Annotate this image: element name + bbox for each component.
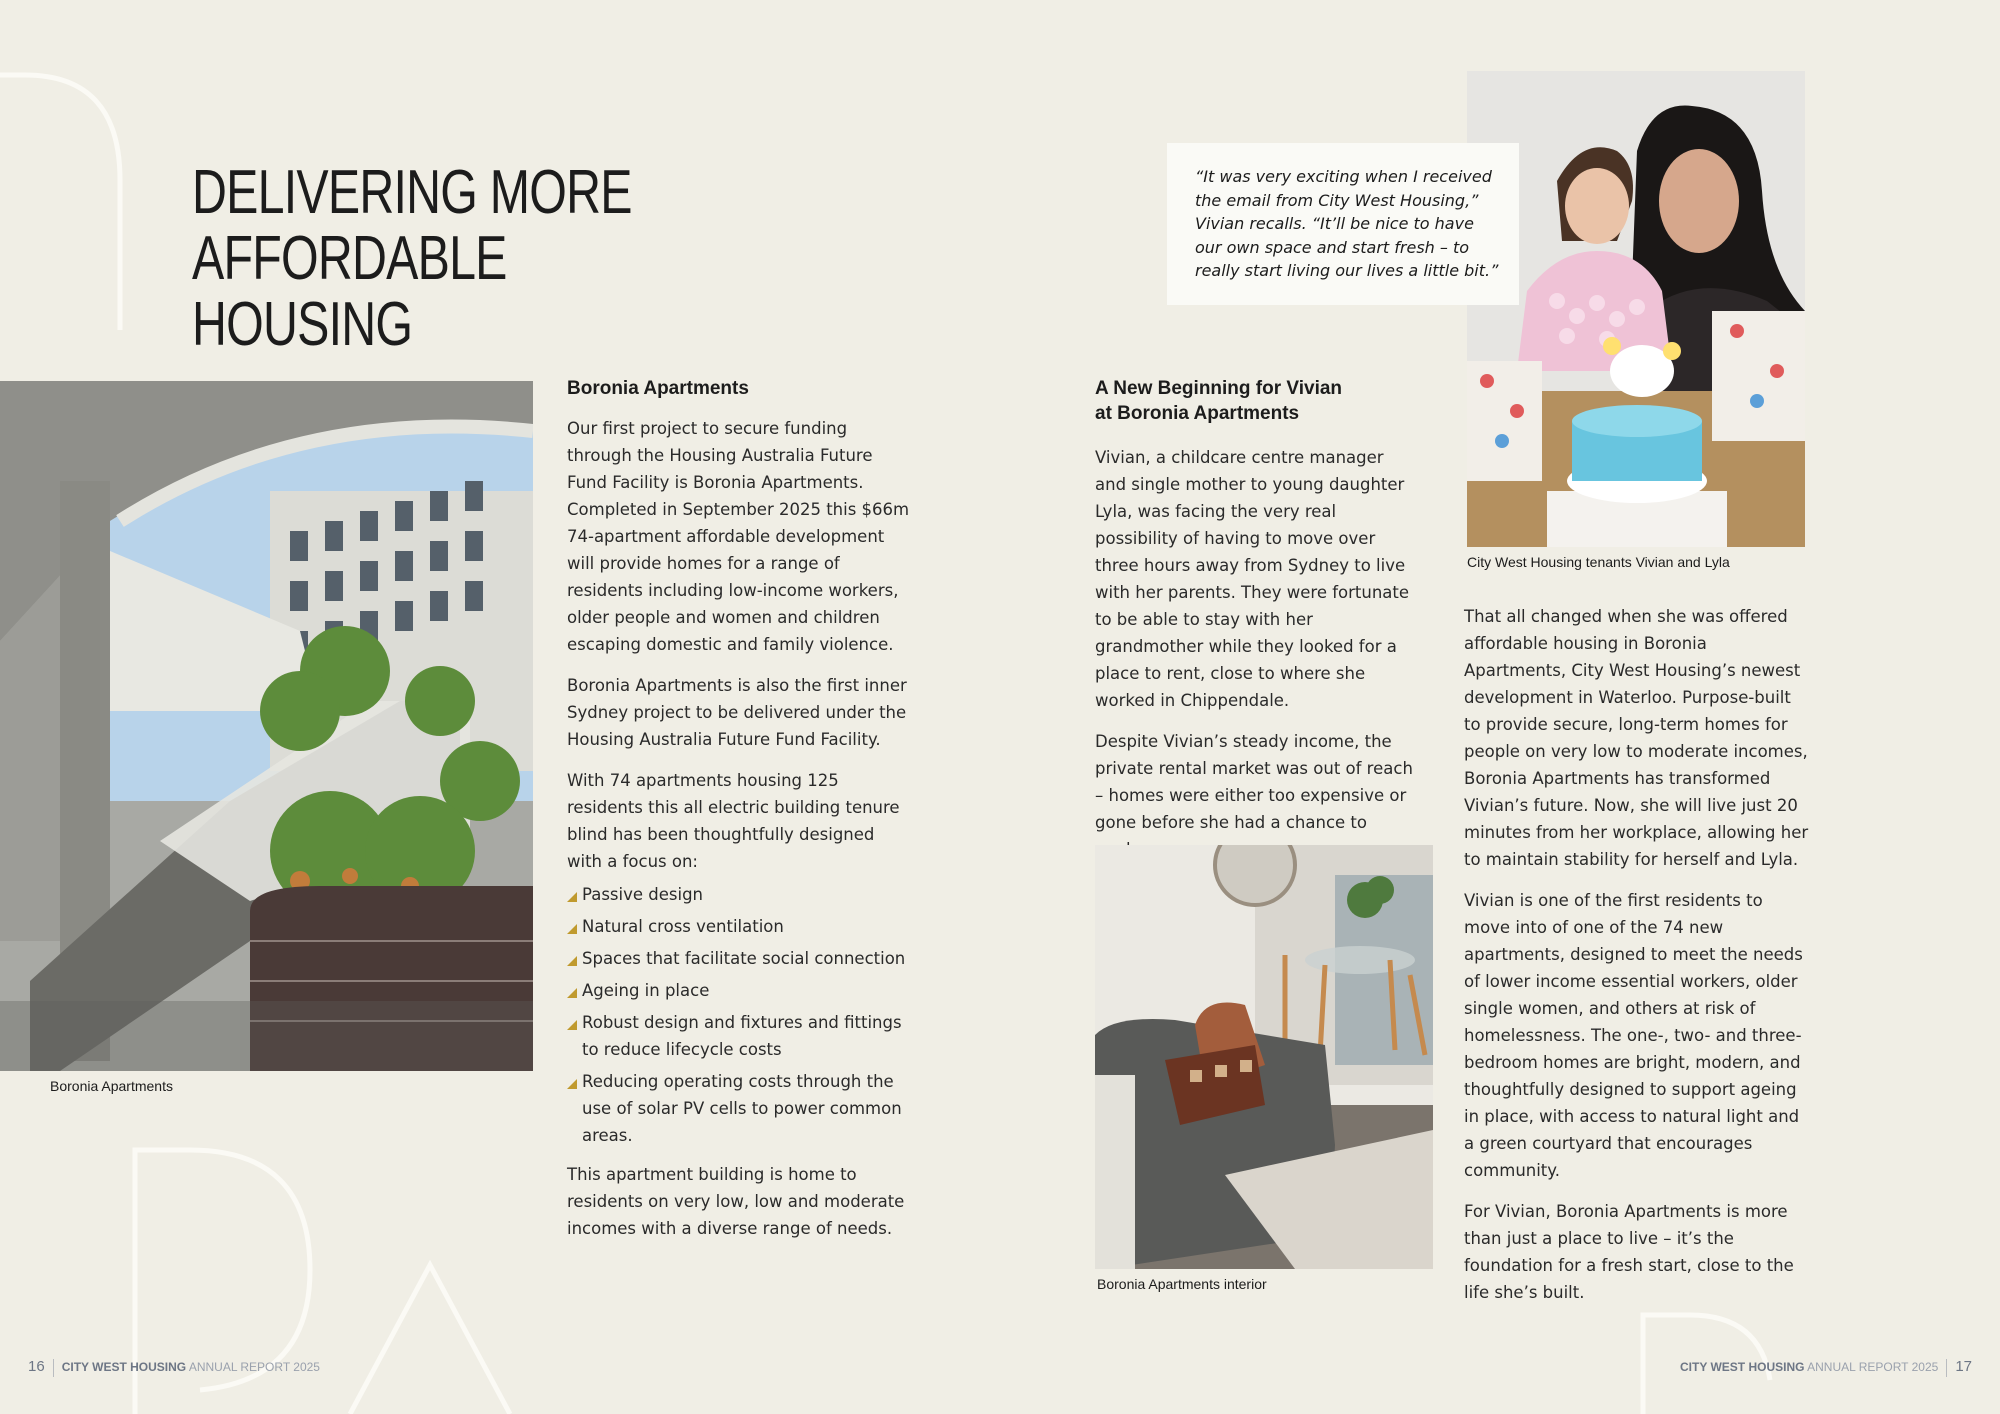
list-item: Natural cross ventilation [567,913,913,940]
boronia-paragraph-4: This apartment building is home to residents on very low, low and moderate incomes with a diverse range of needs. [567,1165,905,1238]
boronia-interior-photo [1095,845,1433,1269]
triangle-bullet-icon [567,924,577,934]
boronia-paragraph-3: With 74 apartments housing 125 residents this all electric building tenure blind has been thoughtfully designed with a focus on: [567,771,900,871]
page-number-right: 17 [1955,1358,1972,1375]
footer-divider [1946,1359,1947,1377]
list-item: Passive design [567,881,913,908]
page-number-left: 16 [28,1358,45,1375]
boronia-heading: Boronia Apartments [567,378,749,399]
boronia-column [567,376,913,1256]
list-item: Reducing operating costs through the use of solar PV cells to power common areas. [567,1068,913,1149]
footer-brand: CITY WEST HOUSING [61,1360,187,1374]
boronia-paragraph-1: Our first project to secure funding through the Housing Australia Future Fund Facility is Boronia Apartments. Completed in September 2025 this $66m 74-apartment affordable development will provide homes for a range of residents including low-income workers, older people and women and children escaping domestic and family violence. [567,419,910,654]
vivian-heading [1095,376,1417,426]
triangle-bullet-icon [567,1020,577,1030]
list-item: Spaces that facilitate social connection [567,945,913,972]
interior-caption: Boronia Apartments interior [1097,1276,1267,1292]
footer-brand: CITY WEST HOUSING [1680,1360,1805,1374]
boronia-exterior-photo [0,381,533,1071]
footer-report: ANNUAL REPORT 2025 [1807,1360,1939,1374]
design-focus-list [567,881,913,1149]
footer-report: ANNUAL REPORT 2025 [188,1360,320,1374]
list-item: Robust design and fixtures and fittings to reduce lifecycle costs [567,1009,913,1063]
vivian-paragraph-2: Despite Vivian’s steady income, the private rental market was out of reach – homes were either too expensive or gone before she had a chance to [1095,732,1413,832]
triangle-bullet-icon [567,892,577,902]
footer-divider [53,1359,54,1377]
vivian-quote: “It was very exciting when I received the email from City West Housing,” Vivian recalls. “It’ll be nice to have our own space and start fresh – to really start living our lives a little bit.” [1167,143,1519,305]
boronia-paragraph-2: Boronia Apartments is also the first inner Sydney project to be delivered under the Housing Australia Future Fund Facility. [567,676,907,749]
page-headline [192,160,660,358]
continued-paragraph-3: For Vivian, Boronia Apartments is more than just a place to live – it’s the foundation for a fresh start, close to the life she’s built. [1464,1202,1794,1302]
triangle-bullet-icon [567,988,577,998]
portrait-caption: City West Housing tenants Vivian and Lyla [1467,554,1730,570]
headline-line-2: AFFORDABLE HOUSING [192,224,507,359]
vivian-story-column [1095,376,1417,877]
vivian-heading-line-1: A New Beginning for Vivian [1095,378,1343,399]
vivian-paragraph-1: Vivian, a childcare centre manager and single mother to young daughter Lyla, was facing the very real possibility of having to move over three hours away from Sydney to live with her parents. They were fortunate to be able to stay with her grandmother while they looked for a place to rent, close to where she worked in Chippendale. [1095,448,1410,710]
footer-right [1680,1358,1972,1377]
boronia-exterior-caption: Boronia Apartments [50,1078,173,1094]
continued-paragraph-2: Vivian is one of the first residents to move into of one of the 74 new apartments, designed to meet the needs of lower income essential workers, older single women, and others at risk of homelessness. The one-, two- and three-bedroom homes are bright, modern, and thoughtfully designed to support ageing in place, with access to natural light and a green courtyard that encourages community. [1464,891,1803,1180]
triangle-bullet-icon [567,1079,577,1089]
headline-line-1: DELIVERING MORE [192,158,632,227]
vivian-story-continued [1464,603,1810,1320]
triangle-bullet-icon [567,956,577,966]
vivian-heading-line-2: at Boronia Apartments [1095,403,1300,424]
continued-paragraph-1: That all changed when she was offered affordable housing in Boronia Apartments, City West Housing’s newest development in Waterloo. Purpose-built to provide secure, long-term homes for people on very low to moderate incomes, Boronia Apartments has transformed Vivian’s future. Now, she will live just 20 minutes from her workplace, allowing her to maintain stability for herself and Lyla. [1464,607,1809,869]
footer-left [28,1358,320,1377]
list-item: Ageing in place [567,977,913,1004]
